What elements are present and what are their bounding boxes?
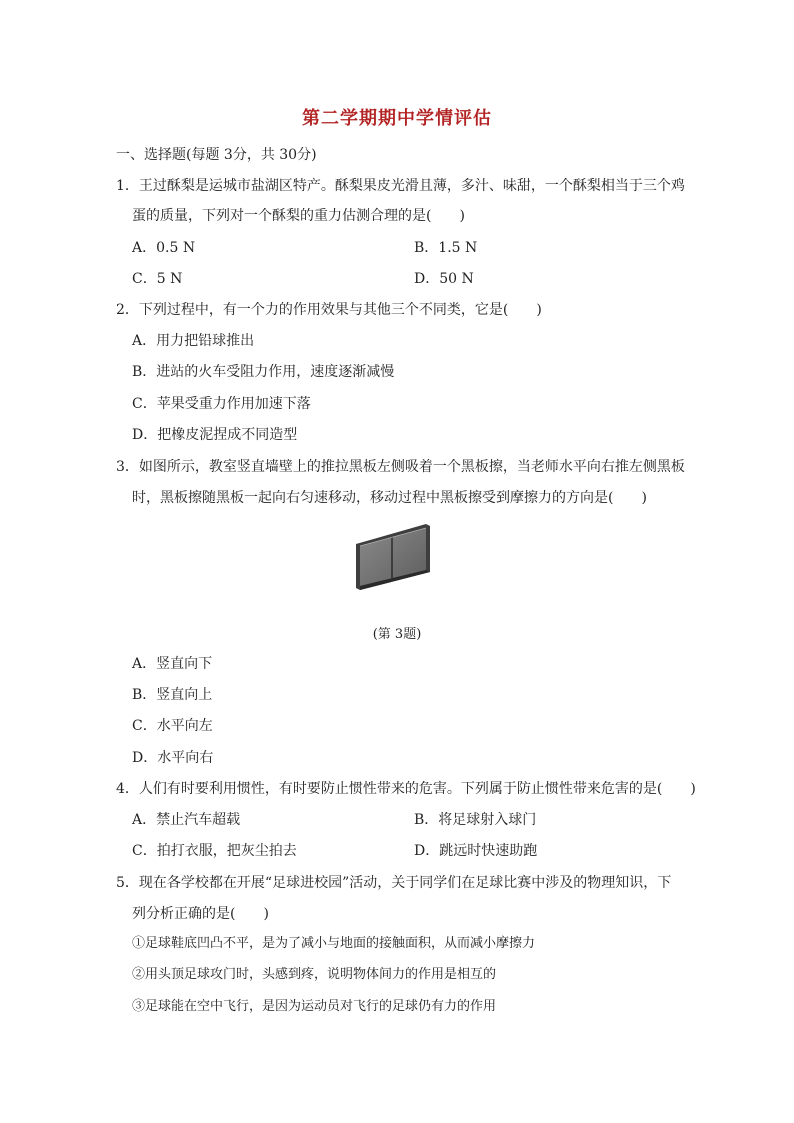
- q4-option-b: B．将足球射入球门: [414, 812, 537, 828]
- q2-stem-line1: 2．下列过程中，有一个力的作用效果与其他三个不同类，它是( ): [116, 302, 542, 318]
- q4-option-a: A．禁止汽车超载: [132, 812, 241, 828]
- q2-option-c: C．苹果受重力作用加速下落: [132, 396, 311, 412]
- q3-option-c: C．水平向左: [132, 718, 213, 734]
- q3-option-d: D．水平向右: [132, 750, 214, 766]
- page-title: 第二学期期中学情评估: [302, 108, 492, 129]
- figure-caption: (第 3题): [372, 627, 422, 642]
- q1-option-d: D．50 N: [414, 271, 474, 287]
- q5-statement-3: ③足球能在空中飞行，是因为运动员对飞行的足球仍有力的作用: [132, 999, 497, 1014]
- q5-stem-line2: 列分析正确的是( ): [132, 906, 269, 922]
- q1-stem-line1: 1．王过酥梨是运城市盐湖区特产。酥梨果皮光滑且薄，多汁、味甜，一个酥梨相当于三个鸡: [116, 178, 685, 194]
- q2-option-a: A．用力把铅球推出: [132, 333, 255, 349]
- q3-option-a: A．竖直向下: [132, 656, 213, 672]
- q1-option-a: A．0.5 N: [132, 240, 196, 256]
- q3-stem-line2: 时，黑板擦随黑板一起向右匀速移动，移动过程中黑板擦受到摩擦力的方向是( ): [132, 490, 647, 506]
- blackboard-figure: [352, 522, 434, 592]
- section-heading: 一、选择题(每题 3分，共 30分): [116, 147, 317, 163]
- q5-statement-1: ①足球鞋底凹凸不平，是为了减小与地面的接触面积，从而减小摩擦力: [132, 936, 536, 951]
- q5-statement-2: ②用头顶足球攻门时，头感到疼，说明物体间力的作用是相互的: [132, 967, 497, 982]
- q1-option-c: C．5 N: [132, 271, 183, 287]
- q5-stem-line1: 5．现在各学校都在开展“足球进校园”活动，关于同学们在足球比赛中涉及的物理知识，下: [116, 875, 672, 891]
- q2-option-d: D．把橡皮泥捏成不同造型: [132, 427, 298, 443]
- q4-option-d: D．跳远时快速助跑: [414, 843, 538, 859]
- q1-stem-line2: 蛋的质量，下列对一个酥梨的重力估测合理的是( ): [132, 208, 465, 224]
- q1-option-b: B．1.5 N: [414, 240, 478, 256]
- q3-stem-line1: 3．如图所示，教室竖直墙壁上的推拉黑板左侧吸着一个黑板擦，当老师水平向右推左侧黑板: [116, 459, 685, 475]
- q3-option-b: B．竖直向上: [132, 687, 213, 703]
- q4-stem-line1: 4．人们有时要利用惯性，有时要防止惯性带来的危害。下列属于防止惯性带来危害的是( ): [116, 781, 696, 797]
- q4-option-c: C．拍打衣服，把灰尘拍去: [132, 843, 297, 859]
- q2-option-b: B．进站的火车受阻力作用，速度逐渐减慢: [132, 364, 395, 380]
